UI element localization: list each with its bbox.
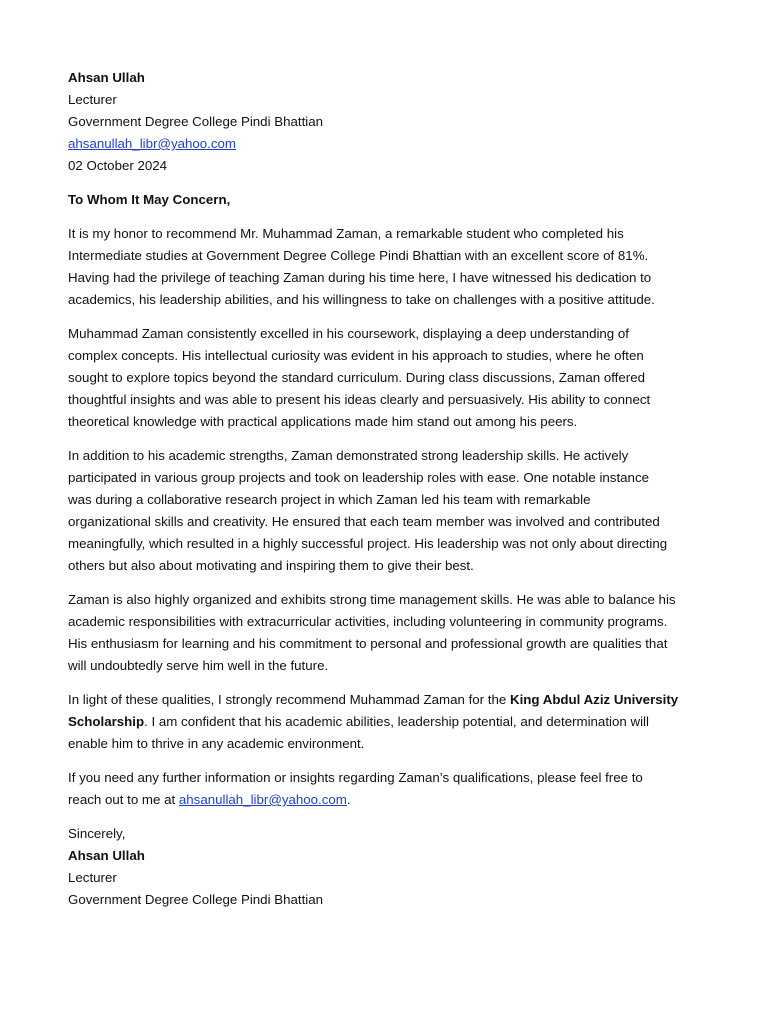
paragraph-line: theoretical knowledge with practical applications made him stand out among his peers.	[68, 414, 578, 429]
signature-block	[68, 823, 700, 911]
signer-institution: Government Degree College Pindi Bhattian	[68, 892, 324, 907]
paragraph-line: participated in various group projects and took on leadership roles with ease. One notable instance	[68, 470, 649, 485]
paragraph-line: meaningfully, which resulted in a highly successful project. His leadership was not only about directing	[68, 536, 668, 551]
paragraph-line: In addition to his academic strengths, Zaman demonstrated strong leadership skills. He actively	[68, 448, 629, 463]
sender-block	[68, 67, 700, 177]
paragraph-line	[68, 789, 700, 811]
paragraph-line: Zaman is also highly organized and exhibits strong time management skills. He was able to balance his	[68, 592, 676, 607]
paragraph-line: academics, his leadership abilities, and his willingness to take on challenges with a positive attitude.	[68, 292, 655, 307]
paragraph-line: was during a collaborative research project in which Zaman led his team with remarkable	[68, 492, 591, 507]
paragraph-line: complex concepts. His intellectual curiosity was evident in his approach to studies, where he often	[68, 348, 644, 363]
paragraph-1	[68, 223, 700, 311]
paragraph-line: academic responsibilities with extracurricular activities, including volunteering in community programs.	[68, 614, 668, 629]
salutation: To Whom It May Concern,	[68, 192, 231, 207]
paragraph-line: enable him to thrive in any academic environment.	[68, 736, 365, 751]
paragraph-line: Having had the privilege of teaching Zaman during his time here, I have witnessed his dedication to	[68, 270, 652, 285]
letter-date: 02 October 2024	[68, 158, 168, 173]
paragraph-line: Intermediate studies at Government Degree College Pindi Bhattian with an excellent score of 81%.	[68, 248, 649, 263]
paragraph-line: thoughtful insights and was able to present his ideas clearly and persuasively. His ability to connect	[68, 392, 651, 407]
signer-name: Ahsan Ullah	[68, 848, 145, 863]
paragraph-line: organizational skills and creativity. He ensured that each team member was involved and contributed	[68, 514, 660, 529]
paragraph-line: sought to explore topics beyond the standard curriculum. During class discussions, Zaman offered	[68, 370, 645, 385]
sender-position: Lecturer	[68, 92, 117, 107]
paragraph-line: others but also about motivating and inspiring them to give their best.	[68, 558, 474, 573]
sender-name: Ahsan Ullah	[68, 70, 145, 85]
paragraph-line: It is my honor to recommend Mr. Muhammad Zaman, a remarkable student who completed his	[68, 226, 624, 241]
letter-page	[68, 67, 700, 911]
paragraph-5	[68, 689, 700, 755]
paragraph-4	[68, 589, 700, 677]
paragraph-line: Muhammad Zaman consistently excelled in his coursework, displaying a deep understanding of	[68, 326, 629, 341]
paragraph-text: . I am confident that his academic abilities, leadership potential, and determination will	[144, 714, 649, 729]
scholarship-name-cont: Scholarship	[68, 714, 145, 729]
contact-email-link[interactable]: ahsanullah_libr@yahoo.com	[178, 792, 347, 807]
signer-position: Lecturer	[68, 870, 117, 885]
paragraph-line: will undoubtedly serve him well in the future.	[68, 658, 329, 673]
scholarship-name: King Abdul Aziz University	[509, 692, 679, 707]
paragraph-line: His enthusiasm for learning and his commitment to personal and professional growth are qualities that	[68, 636, 668, 651]
valediction: Sincerely,	[68, 826, 126, 841]
paragraph-6	[68, 767, 700, 811]
sender-institution: Government Degree College Pindi Bhattian	[68, 114, 324, 129]
paragraph-line: If you need any further information or insights regarding Zaman’s qualifications, please feel free to	[68, 770, 643, 785]
paragraph-line	[68, 711, 700, 733]
paragraph-2	[68, 323, 700, 433]
paragraph-3	[68, 445, 700, 577]
paragraph-text: .	[346, 792, 351, 807]
paragraph-text: reach out to me at	[68, 792, 179, 807]
paragraph-line	[68, 689, 700, 711]
sender-email-link[interactable]: ahsanullah_libr@yahoo.com	[68, 136, 236, 151]
paragraph-text: In light of these qualities, I strongly recommend Muhammad Zaman for the	[68, 692, 510, 707]
